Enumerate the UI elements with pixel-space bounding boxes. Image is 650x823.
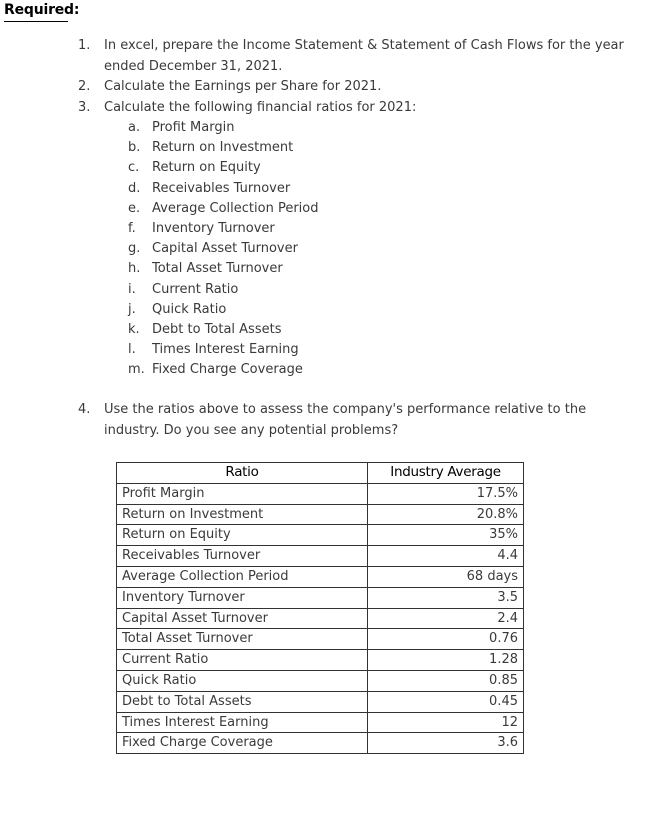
ratio-name: Receivables Turnover (152, 180, 291, 196)
question-text: Calculate the Earnings per Share for 2021. (104, 79, 382, 94)
industry-average-cell: 4.4 (368, 546, 524, 567)
table-row (117, 483, 524, 504)
page-heading: Required: (4, 2, 80, 18)
ratio-letter: f. (128, 220, 136, 236)
table-row (117, 525, 524, 546)
ratio-list-item (128, 300, 650, 320)
industry-average-cell: 0.76 (368, 629, 524, 650)
ratio-name: Profit Margin (152, 120, 235, 135)
ratio-cell: Return on Equity (117, 525, 368, 546)
question-text: Calculate the following financial ratios for 2021: (104, 99, 417, 115)
heading-underline (4, 21, 68, 22)
ratio-letter: c. (128, 160, 140, 176)
question-text: In excel, prepare the Income Statement & Statement of Cash Flows for the year ended December 31, 2021. (104, 38, 624, 74)
ratio-letter: g. (128, 241, 141, 257)
question-item (78, 36, 638, 77)
ratio-cell: Inventory Turnover (117, 587, 368, 608)
table-row (117, 712, 524, 733)
ratio-name: Current Ratio (152, 281, 239, 297)
question-number: 4. (78, 402, 91, 417)
table-row (117, 650, 524, 671)
ratio-cell: Total Asset Turnover (117, 629, 368, 650)
question-item (78, 400, 638, 441)
industry-average-cell: 0.85 (368, 670, 524, 691)
ratio-name: Average Collection Period (152, 200, 319, 216)
question-item (78, 77, 638, 98)
ratio-letter: d. (128, 180, 141, 196)
ratio-name: Return on Investment (152, 140, 294, 156)
question-item (78, 98, 638, 381)
ratio-list-item (128, 239, 650, 259)
ratio-cell: Capital Asset Turnover (117, 608, 368, 629)
question-text: Use the ratios above to assess the company's performance relative to the industry. Do you see any potential problems? (104, 402, 587, 438)
ratio-letter: j. (128, 301, 136, 317)
ratio-letter: a. (128, 120, 141, 135)
ratio-cell: Quick Ratio (117, 670, 368, 691)
ratio-name: Quick Ratio (152, 301, 227, 317)
question-number: 3. (78, 99, 91, 115)
ratio-list-item (128, 280, 650, 300)
ratio-letter: e. (128, 200, 141, 216)
ratio-name: Debt to Total Assets (152, 321, 282, 337)
ratio-list-item (128, 179, 650, 199)
column-header-ratio: Ratio (117, 463, 368, 484)
ratio-name: Fixed Charge Coverage (152, 362, 303, 378)
ratio-list-item (128, 259, 650, 279)
industry-average-cell: 35% (368, 525, 524, 546)
industry-average-cell: 3.6 (368, 733, 524, 754)
ratio-sublist (128, 118, 650, 380)
table-row (117, 691, 524, 712)
table-row (117, 608, 524, 629)
ratio-cell: Average Collection Period (117, 566, 368, 587)
ratio-cell: Debt to Total Assets (117, 691, 368, 712)
ratio-name: Return on Equity (152, 160, 261, 176)
industry-average-cell: 20.8% (368, 504, 524, 525)
ratio-cell: Times Interest Earning (117, 712, 368, 733)
industry-average-cell: 1.28 (368, 650, 524, 671)
industry-average-cell: 68 days (368, 566, 524, 587)
ratio-letter: k. (128, 321, 140, 337)
question-list (78, 36, 638, 380)
ratio-list-item (128, 138, 650, 158)
ratio-name: Inventory Turnover (152, 220, 275, 236)
ratio-letter: i. (128, 281, 136, 297)
ratio-name: Total Asset Turnover (152, 261, 283, 277)
ratio-letter: b. (128, 140, 141, 156)
ratio-letter: h. (128, 261, 141, 277)
ratio-cell: Profit Margin (117, 483, 368, 504)
question-number: 2. (78, 79, 91, 94)
ratio-letter: m. (128, 362, 145, 378)
table-row (117, 504, 524, 525)
ratio-cell: Return on Investment (117, 504, 368, 525)
ratio-name: Capital Asset Turnover (152, 241, 298, 257)
table-row (117, 546, 524, 567)
table-row (117, 733, 524, 754)
ratio-list-item (128, 219, 650, 239)
ratio-list-item (128, 360, 650, 380)
table-row (117, 566, 524, 587)
ratio-cell: Fixed Charge Coverage (117, 733, 368, 754)
ratio-list-item (128, 199, 650, 219)
ratio-letter: l. (128, 342, 136, 358)
industry-average-table (116, 462, 524, 754)
industry-average-cell: 3.5 (368, 587, 524, 608)
ratio-list-item (128, 320, 650, 340)
industry-average-cell: 0.45 (368, 691, 524, 712)
table-row (117, 629, 524, 650)
industry-average-cell: 12 (368, 712, 524, 733)
industry-average-cell: 2.4 (368, 608, 524, 629)
ratio-cell: Receivables Turnover (117, 546, 368, 567)
table-header-row (117, 463, 524, 484)
industry-average-cell: 17.5% (368, 483, 524, 504)
ratio-name: Times Interest Earning (152, 342, 299, 358)
table-row (117, 587, 524, 608)
ratio-cell: Current Ratio (117, 650, 368, 671)
ratio-list-item (128, 158, 650, 178)
ratio-list-item (128, 118, 650, 138)
ratio-list-item (128, 340, 650, 360)
question-number: 1. (78, 38, 91, 53)
column-header-industry-average: Industry Average (368, 463, 524, 484)
table-row (117, 670, 524, 691)
